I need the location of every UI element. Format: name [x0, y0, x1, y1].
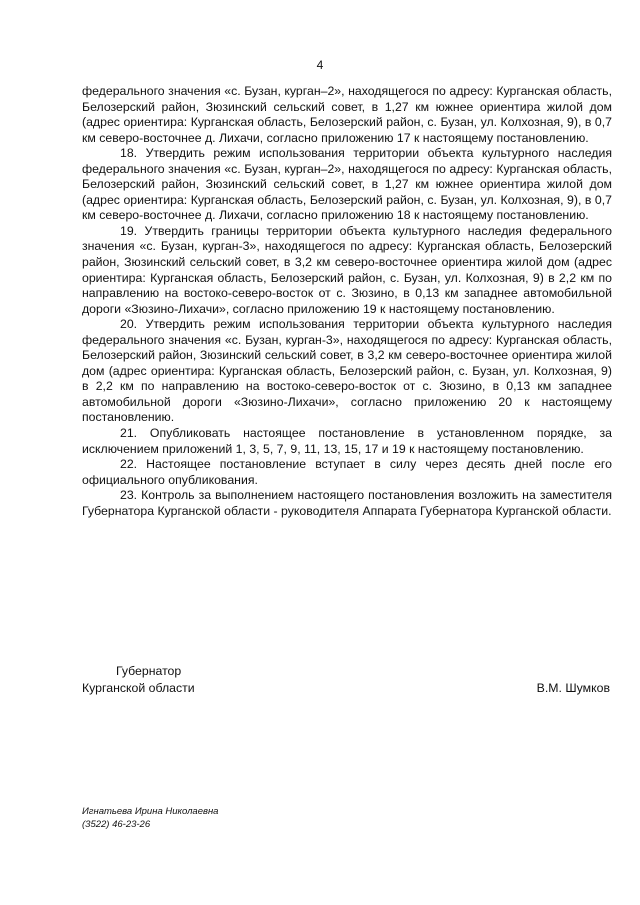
executor-name: Игнатьева Ирина Николаевна [82, 806, 219, 817]
paragraph-18: 18. Утвердить режим использования территории объекта культурного наследия федерального значения «с. Бузан, курган–2», находящегося по адресу: Курганская область, Белозерский район, Зюзинский сельский совет, в 1,27 км южнее ориентира жилой дом (адрес ориентира: Курганская область, Белозерский район, с. Бузан, ул. Колхозная, 9), в 0,7 км северо-восточнее д. Лихачи, согласно приложению 18 к настоящему постановлению. [82, 146, 612, 223]
signature-block [82, 663, 612, 703]
signatory-title-line1: Губернатор [116, 664, 182, 678]
page-number: 4 [316, 58, 324, 72]
paragraph-23: 23. Контроль за выполнением настоящего постановления возложить на заместителя Губернатора Курганской области - руководителя Аппарата Губернатора Курганской области. [82, 488, 612, 518]
executor-info [82, 805, 218, 831]
paragraph-19: 19. Утвердить границы территории объекта культурного наследия федерального значения «с. Бузан, курган-3», находящегося по адресу: Курганская область, Белозерский район, Зюзинский сельский совет, в 3,2 км северо-восточнее ориентира жилой дом (адрес ориентира: Курганская область, Белозерский район, с. Бузан, ул. Колхозная, 9) в 2,2 км по направлению на востоко-северо-восток от с. Зюзино, в 0,13 км западнее автомобильной дороги «Зюзино-Лихачи», согласно приложению 19 к настоящему постановлению. [82, 223, 612, 316]
signatory-name: В.М. Шумков [536, 681, 610, 695]
paragraph-20: 20. Утвердить режим использования территории объекта культурного наследия федерального значения «с. Бузан, курган-3», находящегося по адресу: Курганская область, Белозерский район, Зюзинский сельский совет, в 3,2 км северо-восточнее ориентира жилой дом (адрес ориентира: Курганская область, Белозерский район, с. Бузан, ул. Колхозная, 9) в 2,2 км по направлению на востоко-северо-восток от с. Зюзино, в 0,13 км западнее автомобильной дороги «Зюзино-Лихачи», согласно приложению 20 к настоящему постановлению. [82, 317, 612, 425]
executor-phone: (3522) 46-23-26 [82, 819, 151, 830]
paragraph-21: 21. Опубликовать настоящее постановление в установленном порядке, за исключением приложений 1, 3, 5, 7, 9, 11, 13, 15, 17 и 19 к настоящему постановлению. [82, 426, 612, 456]
signatory-title-line2: Курганской области [82, 681, 195, 695]
paragraph-17-continuation: федерального значения «с. Бузан, курган–2», находящегося по адресу: Курганская область, Белозерский район, Зюзинский сельский совет, в 1,27 км южнее ориентира жилой дом (адрес ориентира: Курганская область, Белозерский район, с. Бузан, ул. Колхозная, 9), в 0,7 км северо-восточнее д. Лихачи, согласно приложению 17 к настоящему постановлению. [82, 84, 612, 145]
document-body [82, 84, 612, 519]
paragraph-22: 22. Настоящее постановление вступает в силу через десять дней после его официального опубликования. [82, 457, 612, 487]
